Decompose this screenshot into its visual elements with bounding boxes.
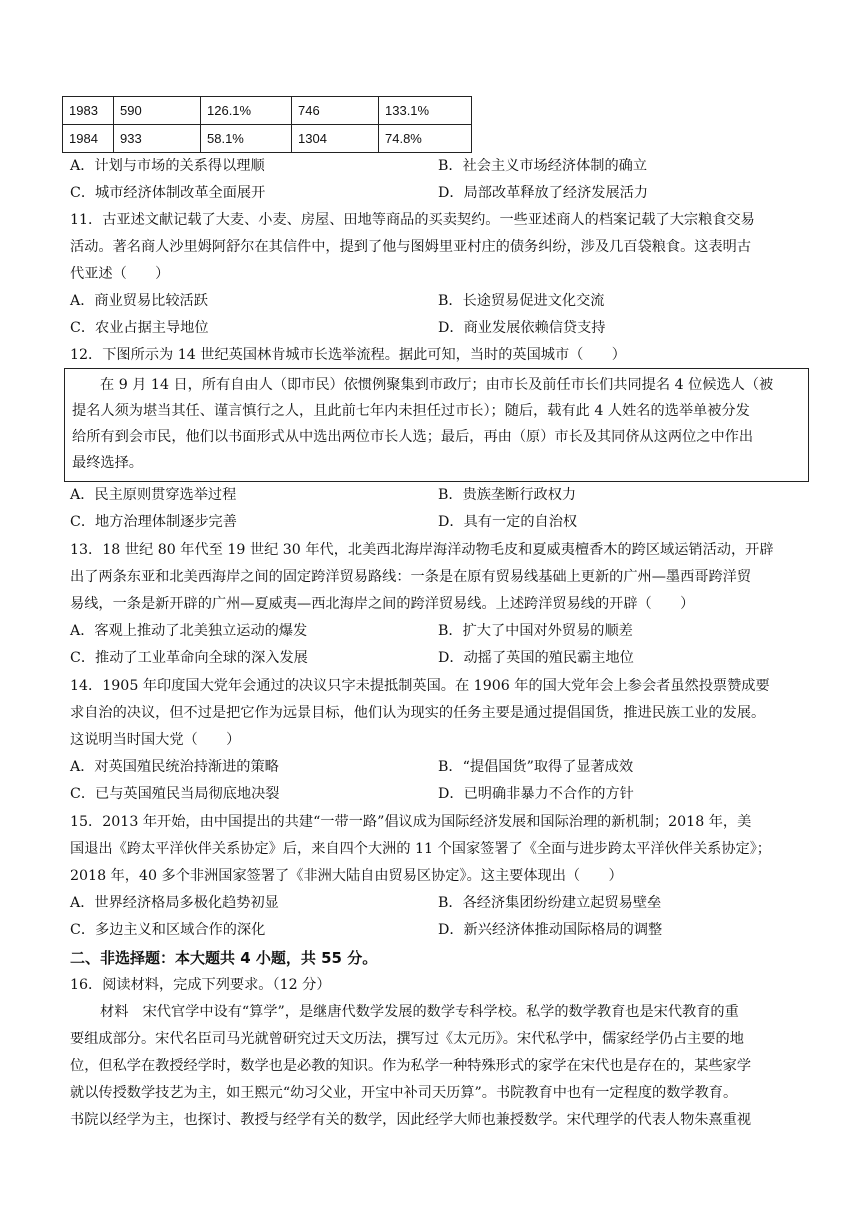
q13-stem-line: 易线，一条是新开辟的广州—夏威夷—西北海岸之间的跨洋贸易线。上述跨洋贸易线的开辟（ ） — [70, 596, 695, 612]
q15-stem-line: 15．2013 年开始，由中国提出的共建“一带一路”倡议成为国际经济发展和国际治理的新机制；2018 年，美 — [70, 814, 752, 830]
section-heading: 二、非选择题：本大题共 4 小题，共 55 分。 — [70, 949, 378, 967]
q13-option-a[interactable]: A．客观上推动了北美独立运动的爆发 — [70, 623, 308, 639]
q16-material-line: 要组成部分。宋代名臣司马光就曾研究过天文历法，撰写过《太元历》。宋代私学中，儒家经学仍占主要的地 — [70, 1031, 744, 1047]
q14-option-c[interactable]: C．已与英国殖民当局彻底地决裂 — [70, 786, 280, 802]
q12-option-b[interactable]: B．贵族垄断行政权力 — [438, 487, 577, 503]
q16-material-line: 书院以经学为主，也探讨、教授与经学有关的数学，因此经学大师也兼授数学。宋代理学的代表人物朱熹重视 — [70, 1112, 752, 1128]
q14-option-d[interactable]: D．已明确非暴力不合作的方针 — [438, 786, 634, 802]
q15-option-c[interactable]: C．多边主义和区域合作的深化 — [70, 922, 266, 938]
q15-option-b[interactable]: B．各经济集团纷纷建立起贸易壁垒 — [438, 895, 662, 911]
q14-stem-line: 这说明当时国大党（ ） — [70, 732, 241, 748]
q12-box-line: 给所有到会市民，他们以书面形式从中选出两位市长人选；最后，再由（原）市长及其同侪从这两位之中作出 — [72, 429, 754, 445]
q11-stem-line: 代亚述（ ） — [70, 266, 170, 282]
q12-box-line: 提名人须为堪当其任、谨言慎行之人，且此前七年内未担任过市长）；随后，载有此 4 人姓名的选举单被分发 — [72, 403, 750, 419]
q14-option-b[interactable]: B．“提倡国货”取得了显著成效 — [438, 759, 634, 775]
q14-stem-line: 求自治的决议，但不过是把它作为远景目标，他们认为现实的任务主要是通过提倡国货，推进民族工业的发展。 — [70, 705, 766, 721]
table-cell: 58.1% — [201, 125, 292, 153]
q13-stem-line: 出了两条东亚和北美西海岸之间的固定跨洋贸易路线：一条是在原有贸易线基础上更新的广州—墨西哥跨洋贸 — [70, 569, 752, 585]
q11-option-b[interactable]: B．长途贸易促进文化交流 — [438, 293, 605, 309]
table-cell: 126.1% — [201, 97, 292, 125]
table-cell: 1984 — [63, 125, 114, 153]
table-cell: 74.8% — [379, 125, 472, 153]
q12-option-d[interactable]: D．具有一定的自治权 — [438, 514, 578, 530]
q11-option-d[interactable]: D．商业发展依赖信贷支持 — [438, 320, 606, 336]
q13-option-c[interactable]: C．推动了工业革命向全球的深入发展 — [70, 650, 308, 666]
q14-stem-line: 14．1905 年印度国大党年会通过的决议只字未提抵制英国。在 1906 年的国大党年会上参会者虽然投票赞成要 — [70, 678, 770, 694]
table-cell: 746 — [292, 97, 379, 125]
q16-material-line: 材料 宋代官学中设有“算学”，是继唐代数学发展的数学专科学校。私学的数学教育也是宋代教育的重 — [100, 1004, 739, 1020]
q16-material-line: 位，但私学在教授经学时，数学也是必教的知识。作为私学一种特殊形式的家学在宋代也是存在的，某些家学 — [70, 1058, 752, 1074]
q12-option-c[interactable]: C．地方治理体制逐步完善 — [70, 514, 237, 530]
table-row — [63, 97, 472, 125]
q10-option-a[interactable]: A．计划与市场的关系得以理顺 — [70, 158, 265, 174]
q15-stem-line: 国退出《跨太平洋伙伴关系协定》后，来自四个大洲的 11 个国家签署了《全面与进步跨太平洋伙伴关系协定》； — [70, 841, 771, 857]
table-cell: 1304 — [292, 125, 379, 153]
q15-option-a[interactable]: A．世界经济格局多极化趋势初显 — [70, 895, 279, 911]
q13-option-d[interactable]: D．动摇了英国的殖民霸主地位 — [438, 650, 634, 666]
q11-stem-line: 活动。著名商人沙里姆阿舒尔在其信件中，提到了他与图姆里亚村庄的债务纠纷，涉及几百袋粮食。这表明古 — [70, 239, 752, 255]
table-cell: 933 — [114, 125, 201, 153]
q12-box-line: 在 9 月 14 日，所有自由人（即市民）依惯例聚集到市政厅；由市长及前任市长们共同提名 4 位候选人（被 — [100, 377, 774, 393]
table-cell: 1983 — [63, 97, 114, 125]
q10-option-b[interactable]: B．社会主义市场经济体制的确立 — [438, 158, 648, 174]
q16-stem: 16．阅读材料，完成下列要求。（12 分） — [70, 977, 331, 993]
q11-option-c[interactable]: C．农业占据主导地位 — [70, 320, 209, 336]
q14-option-a[interactable]: A．对英国殖民统治持渐进的策略 — [70, 759, 279, 775]
q16-material-line: 就以传授数学技艺为主，如王熙元“幼习父业，开宝中补司天历算”。书院教育中也有一定程度的数学教育。 — [70, 1085, 738, 1101]
table-cell: 133.1% — [379, 97, 472, 125]
q12-option-a[interactable]: A．民主原则贯穿选举过程 — [70, 487, 237, 503]
q10-option-d[interactable]: D．局部改革释放了经济发展活力 — [438, 185, 649, 201]
q11-stem-line: 11．古亚述文献记载了大麦、小麦、房屋、田地等商品的买卖契约。一些亚述商人的档案记载了大宗粮食交易 — [70, 212, 755, 228]
table-row — [63, 125, 472, 153]
q15-stem-line: 2018 年，40 多个非洲国家签署了《非洲大陆自由贸易区协定》。这主要体现出（ ） — [70, 868, 623, 884]
q13-stem-line: 13．18 世纪 80 年代至 19 世纪 30 年代，北美西北海岸海洋动物毛皮和夏威夷檀香木的跨区域运销活动，开辟 — [70, 542, 774, 558]
q12-box-line: 最终选择。 — [72, 455, 143, 471]
data-table — [62, 96, 472, 153]
q12-stem: 12．下图所示为 14 世纪英国林肯城市长选举流程。据此可知，当时的英国城市（ ） — [70, 347, 626, 363]
table-cell: 590 — [114, 97, 201, 125]
q11-option-a[interactable]: A．商业贸易比较活跃 — [70, 293, 208, 309]
q15-option-d[interactable]: D．新兴经济体推动国际格局的调整 — [438, 922, 663, 938]
q10-option-c[interactable]: C．城市经济体制改革全面展开 — [70, 185, 266, 201]
q13-option-b[interactable]: B．扩大了中国对外贸易的顺差 — [438, 623, 633, 639]
